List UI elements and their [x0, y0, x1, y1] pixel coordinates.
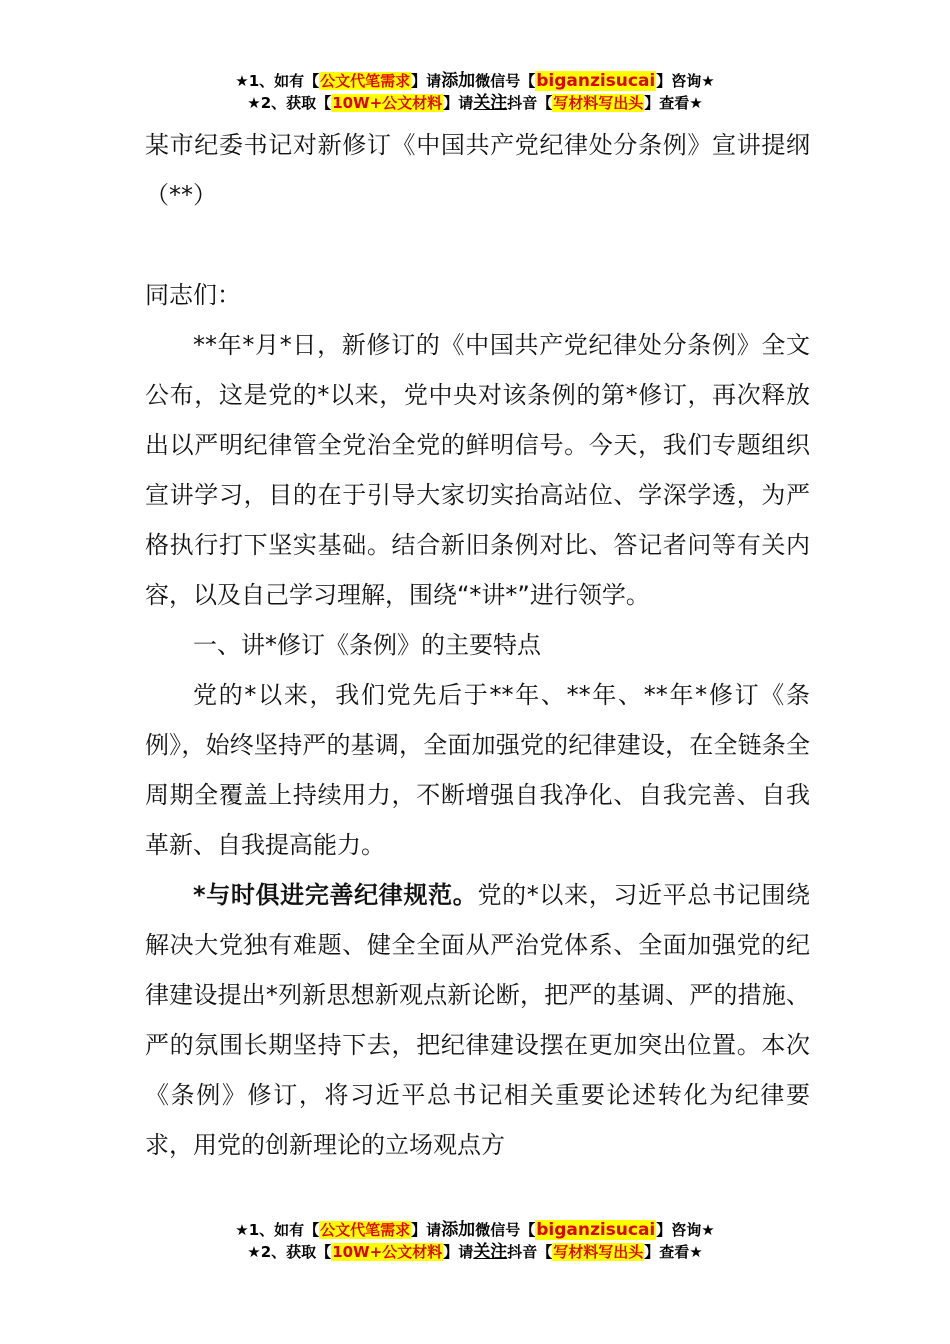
highlight-douyin-account: 写材料写出头 — [553, 1243, 644, 1261]
document-title: 某市纪委书记对新修订《中国共产党纪律处分条例》宣讲提纲（**） — [145, 131, 810, 209]
promo-line-2 — [0, 1241, 950, 1263]
promo-text: 微信号【 — [475, 72, 536, 90]
spacer — [145, 220, 810, 270]
promo-text: 微信号【 — [475, 1221, 536, 1239]
paragraph-intro: **年*月*日，新修订的《中国共产党纪律处分条例》全文公布，这是党的*以来，党中央对该条例的第*修订，再次释放出以严明纪律管全党治全党的鲜明信号。今天，我们专题组织宣讲学习，目的在于引导大家切实抬高站位、学深学透，为严格执行打下坚实基础。结合新旧条例对比、答记者问等有关内容，以及自己学习理解，围绕“*讲*”进行领学。 — [145, 331, 810, 609]
highlight-douyin-account: 写材料写出头 — [553, 94, 644, 112]
star-icon: ★ — [701, 1221, 715, 1239]
highlight-service: 公文代笔需求 — [320, 1221, 411, 1239]
promo-line-1 — [0, 1219, 950, 1241]
point-body: 党的*以来，习近平总书记围绕解决大党独有难题、健全全面从严治党体系、全面加强党的纪律建设提出*列新思想新观点新论断，把严的基调、严的措施、严的氛围长期坚持下去，把纪律建设摆在更加突出位置。本次《条例》修订，将习近平总书记相关重要论述转化为纪律要求，用党的创新理论的立场观点方 — [145, 881, 810, 1159]
star-icon: ★ — [701, 72, 715, 90]
highlight-materials: 10W+公文材料 — [332, 94, 443, 112]
paragraph-history: 党的*以来，我们党先后于**年、**年、**年*修订《条例》，始终坚持严的基调，全面加强党的纪律建设，在全链条全周期全覆盖上持续用力，不断增强自我净化、自我完善、自我革新、自我提高能力。 — [145, 681, 810, 859]
promo-text: 】查看 — [644, 94, 690, 112]
document-body — [145, 120, 810, 1170]
highlight-wechat-id: biganzisucai — [536, 71, 656, 91]
star-icon: ★ — [689, 1243, 703, 1261]
promo-text: 添加 — [441, 71, 476, 91]
paragraph-point-1 — [145, 870, 810, 1170]
promo-text: 2、获取【 — [260, 1243, 332, 1261]
greeting: 同志们： — [145, 281, 241, 309]
promo-text: 抖音【 — [507, 94, 553, 112]
promo-text: 】请 — [411, 72, 442, 90]
star-icon: ★ — [247, 1243, 261, 1261]
promo-text: 1、如有【 — [248, 1221, 320, 1239]
promo-text: 添加 — [441, 1220, 476, 1240]
star-icon: ★ — [247, 94, 261, 112]
promo-text: 关注 — [473, 93, 508, 113]
promo-text: 】请 — [443, 1243, 474, 1261]
highlight-wechat-id: biganzisucai — [536, 1220, 656, 1240]
star-icon: ★ — [689, 94, 703, 112]
promo-text: 1、如有【 — [248, 72, 320, 90]
promo-text: 关注 — [473, 1242, 508, 1262]
promo-banner-top — [0, 70, 950, 114]
promo-text: 】咨询 — [656, 1221, 702, 1239]
section-heading: 一、讲*修订《条例》的主要特点 — [193, 631, 541, 659]
promo-text: 抖音【 — [507, 1243, 553, 1261]
promo-text: 】查看 — [644, 1243, 690, 1261]
promo-text: 】请 — [411, 1221, 442, 1239]
promo-line-1 — [0, 70, 950, 92]
highlight-service: 公文代笔需求 — [320, 72, 411, 90]
promo-text: 】请 — [443, 94, 474, 112]
highlight-materials: 10W+公文材料 — [332, 1243, 443, 1261]
point-lead: *与时俱进完善纪律规范。 — [193, 881, 478, 909]
promo-text: 】咨询 — [656, 72, 702, 90]
star-icon: ★ — [235, 72, 249, 90]
promo-line-2 — [0, 92, 950, 114]
star-icon: ★ — [235, 1221, 249, 1239]
promo-text: 2、获取【 — [260, 94, 332, 112]
promo-banner-bottom — [0, 1219, 950, 1263]
